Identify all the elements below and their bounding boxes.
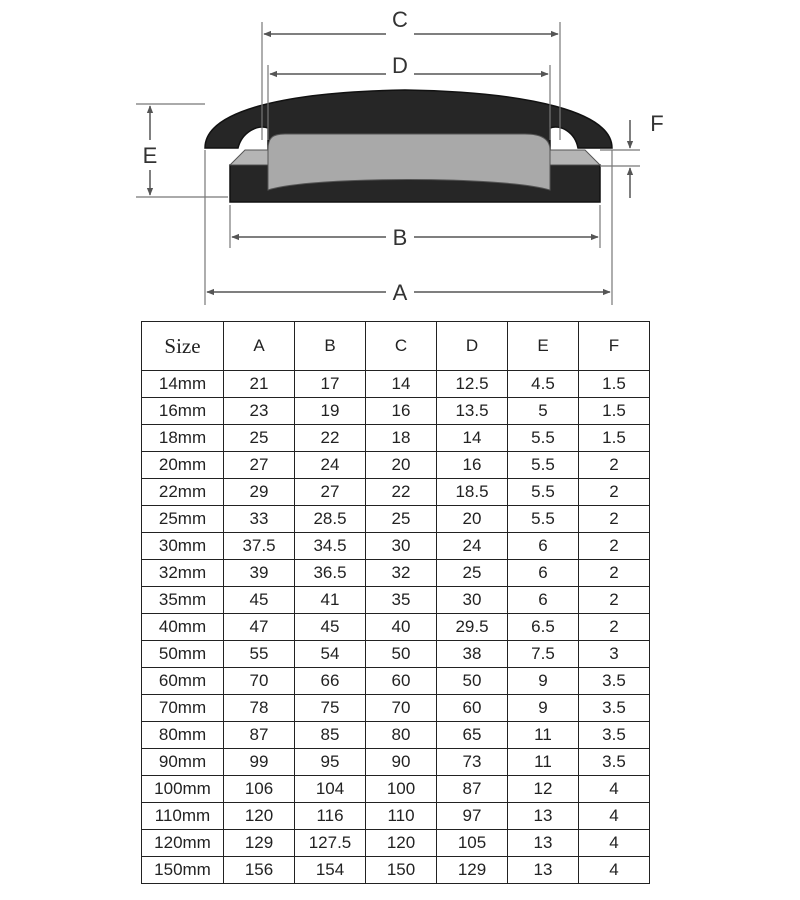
- dimension-cell: 4: [579, 857, 650, 884]
- dimension-cell: 5.5: [508, 452, 579, 479]
- dimension-cell: 19: [295, 398, 366, 425]
- table-row: [142, 776, 650, 803]
- dimension-cell: 25: [224, 425, 295, 452]
- label-a: A: [392, 280, 408, 305]
- dimension-cell: 20: [366, 452, 437, 479]
- label-d: D: [392, 53, 408, 78]
- dimension-cell: 4: [579, 830, 650, 857]
- dimension-cell: 29.5: [437, 614, 508, 641]
- table-row: [142, 452, 650, 479]
- dimension-cell: 27: [224, 452, 295, 479]
- size-cell: 90mm: [142, 749, 224, 776]
- dimension-cell: 106: [224, 776, 295, 803]
- dimension-cell: 18: [366, 425, 437, 452]
- dimension-cell: 2: [579, 614, 650, 641]
- dimension-cell: 78: [224, 695, 295, 722]
- label-b: B: [392, 225, 408, 250]
- dimension-cell: 13: [508, 857, 579, 884]
- size-cell: 80mm: [142, 722, 224, 749]
- dimension-cell: 110: [366, 803, 437, 830]
- table-row: [142, 533, 650, 560]
- table-row: [142, 668, 650, 695]
- size-cell: 14mm: [142, 371, 224, 398]
- dimension-cell: 30: [366, 533, 437, 560]
- dimension-cell: 41: [295, 587, 366, 614]
- size-cell: 40mm: [142, 614, 224, 641]
- dimension-cell: 154: [295, 857, 366, 884]
- dimension-cell: 116: [295, 803, 366, 830]
- label-e: E: [142, 143, 158, 168]
- dimension-cell: 54: [295, 641, 366, 668]
- dimension-cell: 4: [579, 803, 650, 830]
- table-row: [142, 803, 650, 830]
- dimension-cell: 80: [366, 722, 437, 749]
- dimension-cell: 33: [224, 506, 295, 533]
- header-a: A: [224, 322, 295, 371]
- dimension-cell: 60: [366, 668, 437, 695]
- size-cell: 150mm: [142, 857, 224, 884]
- dimension-cell: 11: [508, 722, 579, 749]
- dimension-cell: 25: [437, 560, 508, 587]
- dimension-cell: 13: [508, 803, 579, 830]
- dimension-cell: 3.5: [579, 668, 650, 695]
- dimension-cell: 24: [437, 533, 508, 560]
- size-cell: 18mm: [142, 425, 224, 452]
- table-row: [142, 587, 650, 614]
- dimension-cell: 35: [366, 587, 437, 614]
- dimension-cell: 129: [437, 857, 508, 884]
- dimension-cell: 73: [437, 749, 508, 776]
- dimension-cell: 29: [224, 479, 295, 506]
- table-row: [142, 830, 650, 857]
- dimension-cell: 100: [366, 776, 437, 803]
- dimension-cell: 60: [437, 695, 508, 722]
- dimension-cell: 36.5: [295, 560, 366, 587]
- dimension-cell: 21: [224, 371, 295, 398]
- label-c: C: [392, 7, 408, 32]
- dimension-cell: 4.5: [508, 371, 579, 398]
- dimension-cell: 13: [508, 830, 579, 857]
- dimension-cell: 5.5: [508, 425, 579, 452]
- table-row: [142, 506, 650, 533]
- dimension-cell: 38: [437, 641, 508, 668]
- dimension-cell: 1.5: [579, 398, 650, 425]
- dimension-cell: 1.5: [579, 425, 650, 452]
- dimension-cell: 2: [579, 506, 650, 533]
- table-row: [142, 425, 650, 452]
- dimension-cell: 87: [224, 722, 295, 749]
- size-cell: 22mm: [142, 479, 224, 506]
- dimension-cell: 22: [366, 479, 437, 506]
- dimension-cell: 3.5: [579, 749, 650, 776]
- dimension-cell: 70: [224, 668, 295, 695]
- dimension-cell: 1.5: [579, 371, 650, 398]
- dimension-cell: 24: [295, 452, 366, 479]
- table-row: [142, 371, 650, 398]
- dimension-cell: 95: [295, 749, 366, 776]
- dimension-cell: 127.5: [295, 830, 366, 857]
- dimension-cell: 45: [224, 587, 295, 614]
- table-row: [142, 749, 650, 776]
- dimension-cell: 3.5: [579, 722, 650, 749]
- dimension-cell: 6: [508, 560, 579, 587]
- size-cell: 25mm: [142, 506, 224, 533]
- dimension-cell: 5: [508, 398, 579, 425]
- dimension-cell: 150: [366, 857, 437, 884]
- dimension-cell: 45: [295, 614, 366, 641]
- size-cell: 35mm: [142, 587, 224, 614]
- size-cell: 120mm: [142, 830, 224, 857]
- dimension-cell: 11: [508, 749, 579, 776]
- dimension-cell: 75: [295, 695, 366, 722]
- dimension-cell: 34.5: [295, 533, 366, 560]
- dimension-cell: 17: [295, 371, 366, 398]
- table-row: [142, 695, 650, 722]
- header-b: B: [295, 322, 366, 371]
- dimension-cell: 2: [579, 560, 650, 587]
- size-spec-table: [141, 321, 650, 884]
- size-cell: 32mm: [142, 560, 224, 587]
- dimension-cell: 9: [508, 695, 579, 722]
- dimension-cell: 70: [366, 695, 437, 722]
- dimension-cell: 27: [295, 479, 366, 506]
- dimension-cell: 65: [437, 722, 508, 749]
- dimension-cell: 120: [366, 830, 437, 857]
- size-cell: 110mm: [142, 803, 224, 830]
- dimension-cell: 85: [295, 722, 366, 749]
- header-c: C: [366, 322, 437, 371]
- dimension-cell: 12: [508, 776, 579, 803]
- label-f: F: [650, 111, 664, 136]
- dimension-cell: 23: [224, 398, 295, 425]
- table-row: [142, 614, 650, 641]
- size-cell: 20mm: [142, 452, 224, 479]
- header-size: Size: [142, 322, 224, 371]
- table-header-row: [142, 322, 650, 371]
- dimension-cell: 39: [224, 560, 295, 587]
- dimension-cell: 40: [366, 614, 437, 641]
- dimension-cell: 13.5: [437, 398, 508, 425]
- dimension-cell: 129: [224, 830, 295, 857]
- dimension-cell: 50: [366, 641, 437, 668]
- table-row: [142, 560, 650, 587]
- table-row: [142, 857, 650, 884]
- table-row: [142, 641, 650, 668]
- dimension-cell: 47: [224, 614, 295, 641]
- dimension-cell: 5.5: [508, 506, 579, 533]
- dimension-cell: 4: [579, 776, 650, 803]
- dimension-cell: 97: [437, 803, 508, 830]
- size-cell: 100mm: [142, 776, 224, 803]
- dimension-cell: 90: [366, 749, 437, 776]
- dimension-cell: 120: [224, 803, 295, 830]
- dimension-cell: 156: [224, 857, 295, 884]
- dimension-cell: 7.5: [508, 641, 579, 668]
- dimension-cell: 16: [437, 452, 508, 479]
- dimension-cell: 3.5: [579, 695, 650, 722]
- table-row: [142, 479, 650, 506]
- header-e: E: [508, 322, 579, 371]
- dimension-cell: 16: [366, 398, 437, 425]
- dimension-cell: 14: [437, 425, 508, 452]
- dimension-cell: 5.5: [508, 479, 579, 506]
- table-row: [142, 722, 650, 749]
- size-cell: 70mm: [142, 695, 224, 722]
- dimension-cell: 2: [579, 587, 650, 614]
- dimension-cell: 22: [295, 425, 366, 452]
- dimension-cell: 28.5: [295, 506, 366, 533]
- dimension-cell: 6: [508, 587, 579, 614]
- dimension-cell: 50: [437, 668, 508, 695]
- grommet-cross-section-diagram: [0, 0, 800, 320]
- dimension-cell: 2: [579, 452, 650, 479]
- dimension-cell: 105: [437, 830, 508, 857]
- dimension-cell: 14: [366, 371, 437, 398]
- dimension-cell: 6.5: [508, 614, 579, 641]
- dimension-cell: 37.5: [224, 533, 295, 560]
- dimension-cell: 25: [366, 506, 437, 533]
- dimension-cell: 2: [579, 533, 650, 560]
- size-cell: 50mm: [142, 641, 224, 668]
- dimension-cell: 104: [295, 776, 366, 803]
- dimension-cell: 87: [437, 776, 508, 803]
- size-cell: 60mm: [142, 668, 224, 695]
- dimension-cell: 3: [579, 641, 650, 668]
- dimension-cell: 12.5: [437, 371, 508, 398]
- size-cell: 16mm: [142, 398, 224, 425]
- dimension-cell: 6: [508, 533, 579, 560]
- table-row: [142, 398, 650, 425]
- table-body: [142, 371, 650, 884]
- size-cell: 30mm: [142, 533, 224, 560]
- dimension-cell: 32: [366, 560, 437, 587]
- header-f: F: [579, 322, 650, 371]
- dimension-cell: 20: [437, 506, 508, 533]
- dimension-cell: 66: [295, 668, 366, 695]
- dimension-cell: 55: [224, 641, 295, 668]
- dimension-cell: 9: [508, 668, 579, 695]
- header-d: D: [437, 322, 508, 371]
- dimension-cell: 2: [579, 479, 650, 506]
- dimension-cell: 30: [437, 587, 508, 614]
- dimension-cell: 99: [224, 749, 295, 776]
- dimension-cell: 18.5: [437, 479, 508, 506]
